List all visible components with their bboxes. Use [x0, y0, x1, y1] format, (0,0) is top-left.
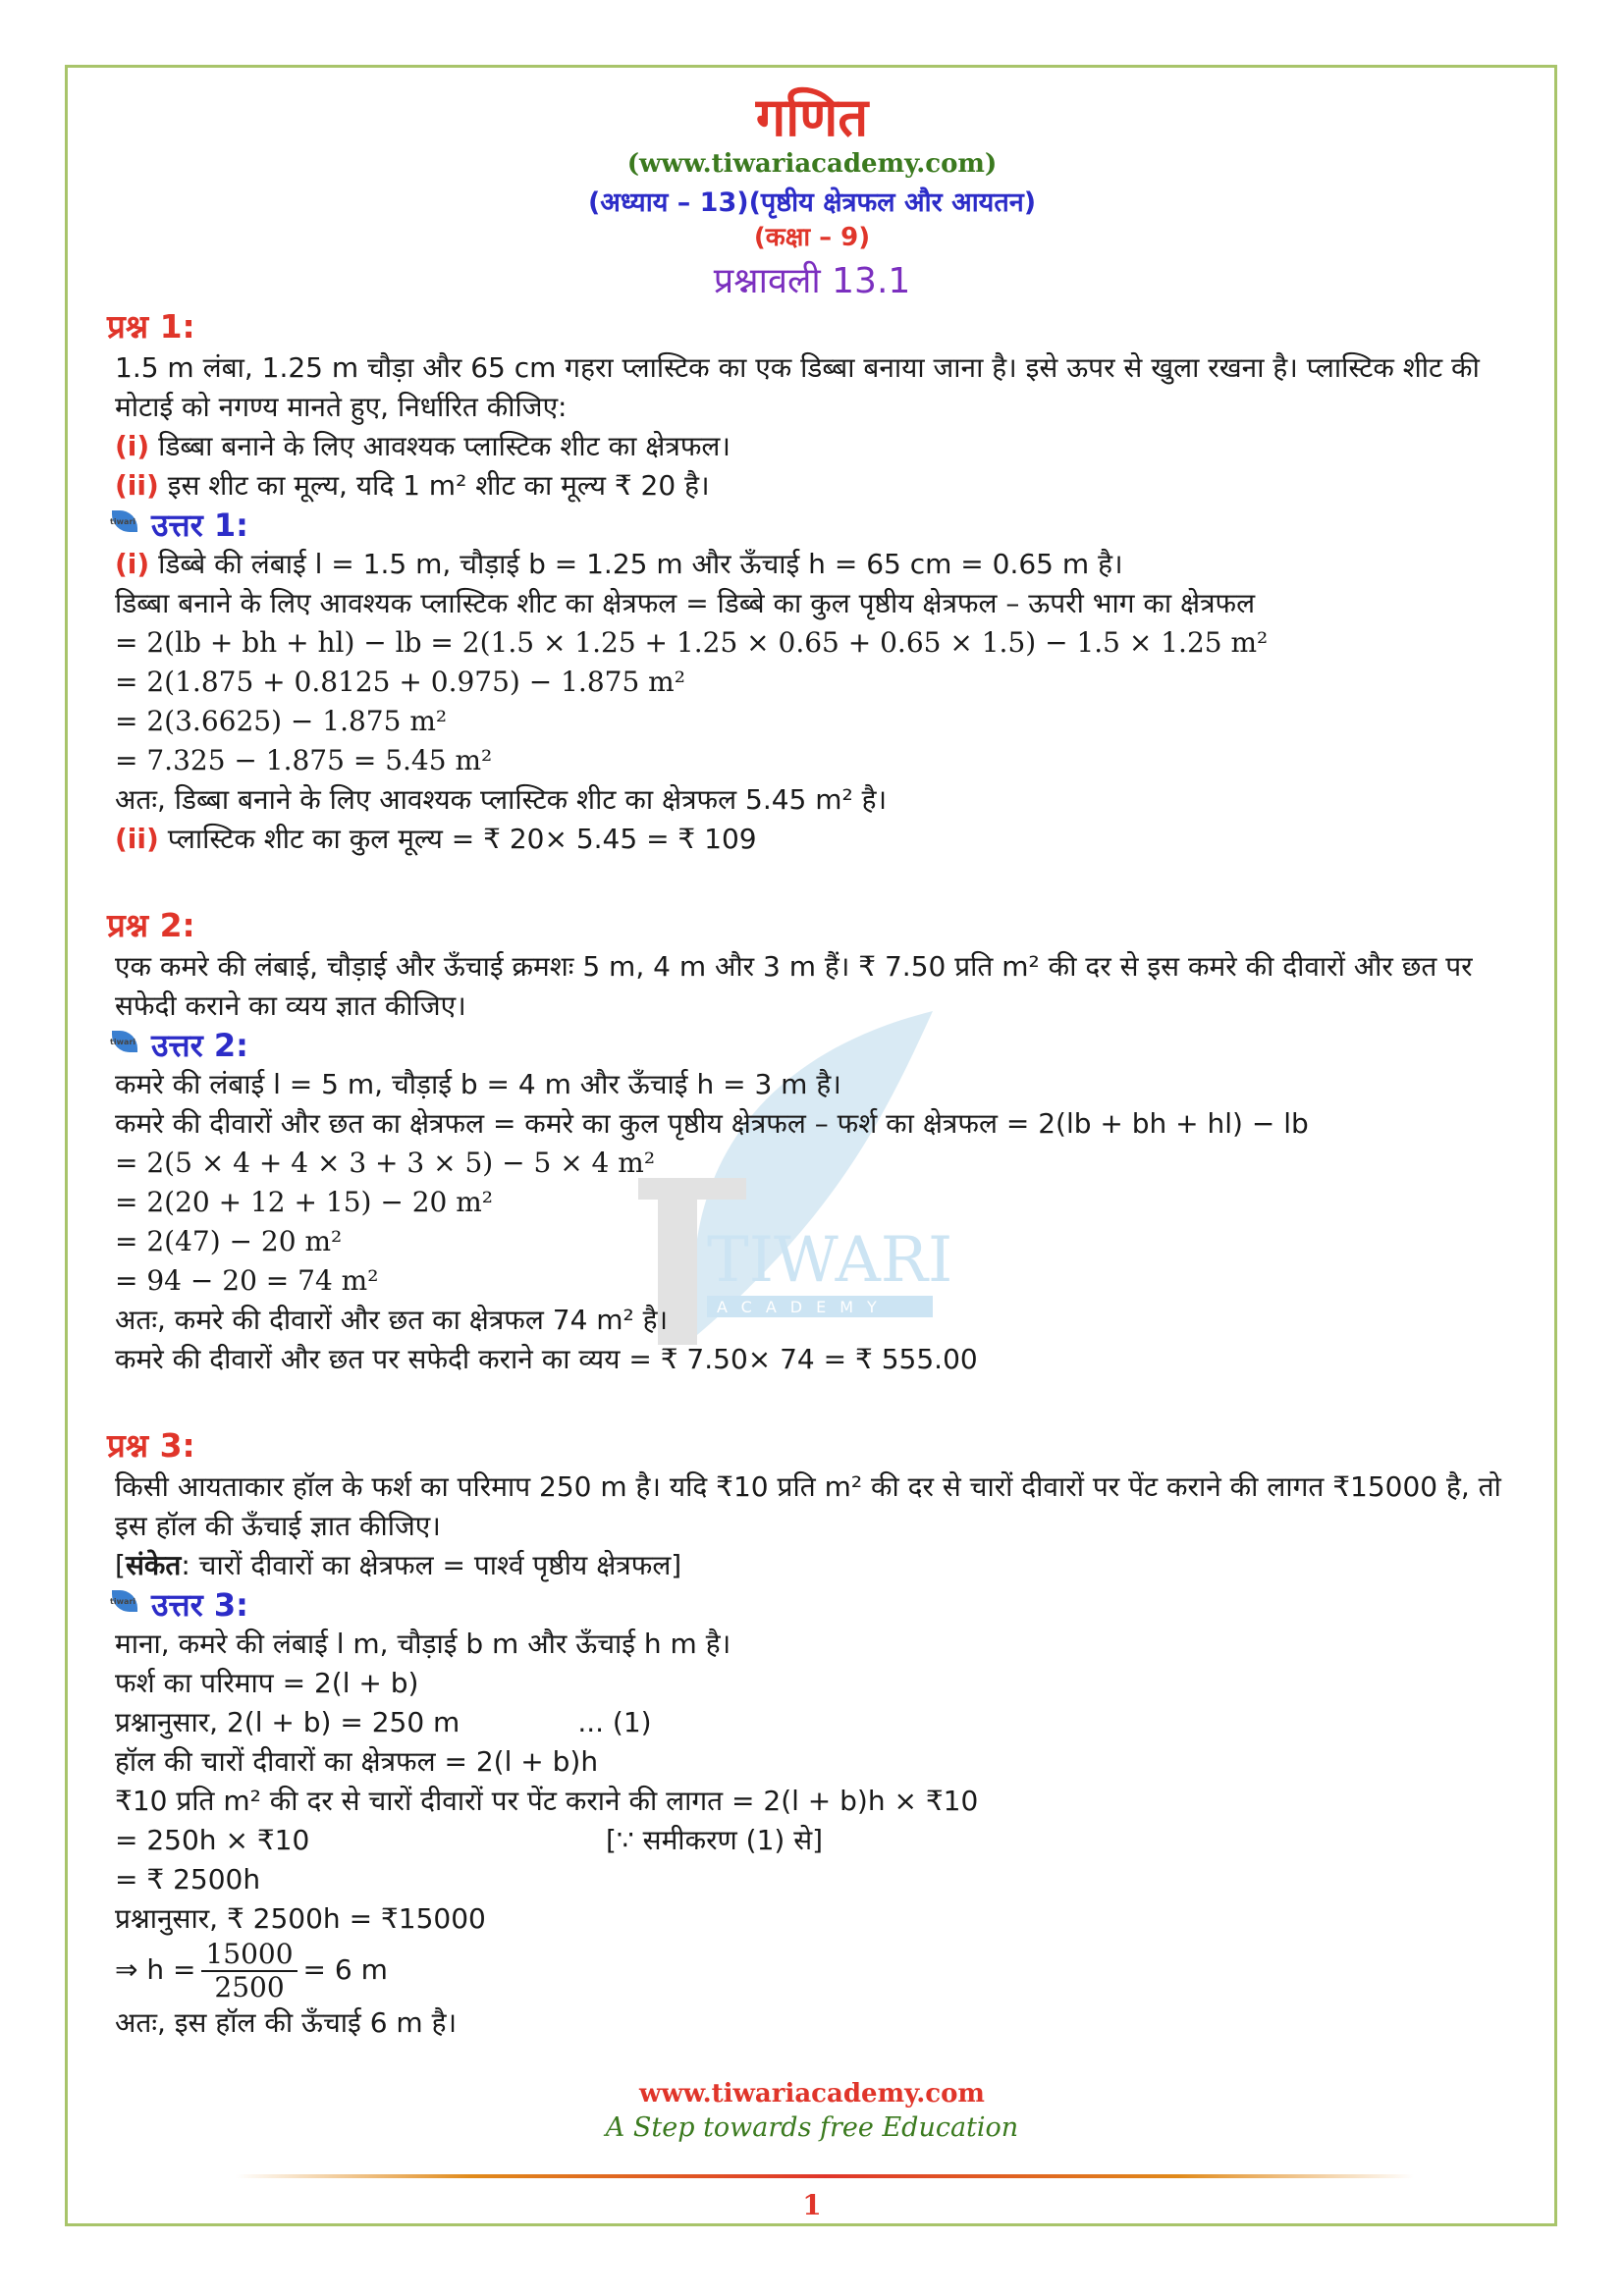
- answer-2-cost: कमरे की दीवारों और छत पर सफेदी कराने का व्यय = ₹ 7.50× 74 = ₹ 555.00: [115, 1343, 978, 1375]
- footer-tagline: A Step towards free Education: [605, 2112, 1019, 2143]
- tiwari-leaf-icon: [110, 1590, 143, 1620]
- answer-text: डिब्बे की लंबाई l = 1.5 m, चौड़ाई b = 1.25 m और ऊँचाई h = 65 cm = 0.65 m है।: [158, 548, 1123, 580]
- question-1-part-ii: [115, 466, 1529, 506]
- answer-1-heading: [110, 506, 1529, 545]
- watermark-subtext: ACADEMY: [717, 1298, 891, 1316]
- exercise-title: प्रश्नावली 13.1: [713, 261, 911, 301]
- chapter-title: (अध्याय – 13)(पृष्ठीय क्षेत्रफल और आयतन): [587, 187, 1037, 218]
- answer-2-conclusion: अतः, कमरे की दीवारों और छत का क्षेत्रफल 74 m² है।: [115, 1304, 669, 1336]
- question-2-heading: प्रश्न 2:: [107, 906, 195, 944]
- answer-2-line: कमरे की दीवारों और छत का क्षेत्रफल = कमरे का कुल पृष्ठीय क्षेत्रफल – फर्श का क्षेत्रफल = 2(lb + bh + hl) − lb: [115, 1107, 1309, 1140]
- answer-3-conclusion: अतः, इस हॉल की ऊँचाई 6 m है।: [115, 2006, 458, 2039]
- tiwari-leaf-icon: [110, 1031, 143, 1060]
- answer-3-line: [115, 1821, 1529, 1860]
- answer-1-conclusion: अतः, डिब्बा बनाने के लिए आवश्यक प्लास्टिक शीट का क्षेत्रफल 5.45 m² है।: [115, 783, 888, 816]
- answer-text: प्लास्टिक शीट का कुल मूल्य = ₹ 20× 5.45 = ₹ 109: [167, 823, 757, 855]
- fraction-denominator: 2500: [214, 1971, 285, 2003]
- hint-bracket: [: [115, 1549, 126, 1581]
- question-1-text: 1.5 m लंबा, 1.25 m चौड़ा और 65 cm गहरा प्लास्टिक का एक डिब्बा बनाया जाना है। इसे ऊपर से खुला रखना है। प्लास्टिक शीट की मोटाई को नगण्य मानते हुए, निर्धारित कीजिए:: [115, 351, 1480, 423]
- answer-text: = 250h × ₹10: [115, 1824, 310, 1856]
- answer-text: प्रश्नानुसार, 2(l + b) = 250 m: [115, 1706, 460, 1738]
- question-1-part-i: [115, 427, 1529, 466]
- answer-3-line: फर्श का परिमाप = 2(l + b): [115, 1667, 419, 1699]
- answer-label: उत्तर 1:: [151, 507, 248, 544]
- question-3-heading: प्रश्न 3:: [107, 1426, 195, 1465]
- answer-1-equation: = 7.325 − 1.875 = 5.45 m²: [115, 744, 493, 776]
- answer-text: ⇒ h =: [115, 1953, 196, 1986]
- answer-2-heading: [110, 1026, 1529, 1065]
- answer-3-line: माना, कमरे की लंबाई l m, चौड़ाई b m और ऊँचाई h m है।: [115, 1628, 731, 1660]
- answer-1-equation: = 2(1.875 + 0.8125 + 0.975) − 1.875 m²: [115, 666, 685, 698]
- answer-3-heading: [110, 1585, 1529, 1625]
- answer-text: = 6 m: [302, 1953, 388, 1986]
- question-3-text: किसी आयताकार हॉल के फर्श का परिमाप 250 m है। यदि ₹10 प्रति m² की दर से चारों दीवारों पर पेंट कराने की लागत ₹15000 है, तो इस हॉल की ऊँचाई ज्ञात कीजिए।: [115, 1470, 1501, 1542]
- answer-2-equation: = 2(47) − 20 m²: [115, 1225, 343, 1257]
- page-title: गणित: [755, 86, 869, 148]
- footer-website[interactable]: www.tiwariacademy.com: [639, 2079, 985, 2109]
- equation-ref: ... (1): [577, 1706, 652, 1738]
- class-label: (कक्षा – 9): [753, 223, 871, 252]
- part-label: (ii): [115, 823, 159, 855]
- answer-label: उत्तर 2:: [151, 1027, 248, 1064]
- answer-2-line: कमरे की लंबाई l = 5 m, चौड़ाई b = 4 m और ऊँचाई h = 3 m है।: [115, 1068, 841, 1100]
- equation-ref: [∵ समीकरण (1) से]: [606, 1824, 824, 1856]
- part-label: (i): [115, 430, 150, 462]
- hint-text: : चारों दीवारों का क्षेत्रफल = पार्श्व पृष्ठीय क्षेत्रफल]: [181, 1549, 682, 1581]
- fraction-numerator: 15000: [201, 1939, 297, 1972]
- part-text: डिब्बा बनाने के लिए आवश्यक प्लास्टिक शीट का क्षेत्रफल।: [158, 430, 731, 462]
- part-text: इस शीट का मूल्य, यदि 1 m² शीट का मूल्य ₹ 20 है।: [167, 469, 710, 502]
- tiwari-leaf-icon: [110, 510, 143, 540]
- answer-1-line: डिब्बा बनाने के लिए आवश्यक प्लास्टिक शीट का क्षेत्रफल = डिब्बे का कुल पृष्ठीय क्षेत्रफल – ऊपरी भाग का क्षेत्रफल: [115, 587, 1256, 619]
- fraction: [201, 1939, 297, 2003]
- answer-3-line: ₹10 प्रति m² की दर से चारों दीवारों पर पेंट कराने की लागत = 2(l + b)h × ₹10: [115, 1785, 979, 1817]
- answer-3-fraction-line: [115, 1939, 1529, 2003]
- answer-3-line: प्रश्नानुसार, ₹ 2500h = ₹15000: [115, 1902, 486, 1935]
- part-label: (i): [115, 548, 150, 580]
- part-label: (ii): [115, 469, 159, 502]
- answer-3-line: हॉल की चारों दीवारों का क्षेत्रफल = 2(l + b)h: [115, 1745, 599, 1778]
- watermark-text: TIWARI: [707, 1224, 953, 1297]
- question-1-heading: प्रश्न 1:: [107, 307, 195, 346]
- answer-2-equation: = 94 − 20 = 74 m²: [115, 1264, 379, 1297]
- answer-1-part-ii: [115, 820, 1529, 859]
- page-number: 1: [802, 2189, 822, 2221]
- answer-1-equation: = 2(3.6625) − 1.875 m²: [115, 705, 448, 737]
- main-content: [107, 299, 1529, 2043]
- answer-2-equation: = 2(20 + 12 + 15) − 20 m²: [115, 1186, 493, 1218]
- answer-label: उत्तर 3:: [151, 1586, 248, 1624]
- answer-3-line: = ₹ 2500h: [115, 1863, 261, 1896]
- question-2-text: एक कमरे की लंबाई, चौड़ाई और ऊँचाई क्रमशः 5 m, 4 m और 3 m हैं। ₹ 7.50 प्रति m² की दर से इस कमरे की दीवारों और छत पर सफेदी कराने का व्यय ज्ञात कीजिए।: [115, 950, 1473, 1022]
- answer-1-line: [115, 545, 1529, 584]
- footer-divider: [236, 2174, 1414, 2178]
- answer-2-equation: = 2(5 × 4 + 4 × 3 + 3 × 5) − 5 × 4 m²: [115, 1147, 656, 1179]
- answer-3-line: [115, 1703, 1529, 1742]
- header-website[interactable]: (www.tiwariacademy.com): [626, 149, 998, 179]
- answer-1-equation: = 2(lb + bh + hl) − lb = 2(1.5 × 1.25 + 1.25 × 0.65 + 0.65 × 1.5) − 1.5 × 1.25 m²: [115, 626, 1269, 659]
- hint-label: संकेत: [125, 1549, 182, 1581]
- question-3-hint: [115, 1546, 1529, 1585]
